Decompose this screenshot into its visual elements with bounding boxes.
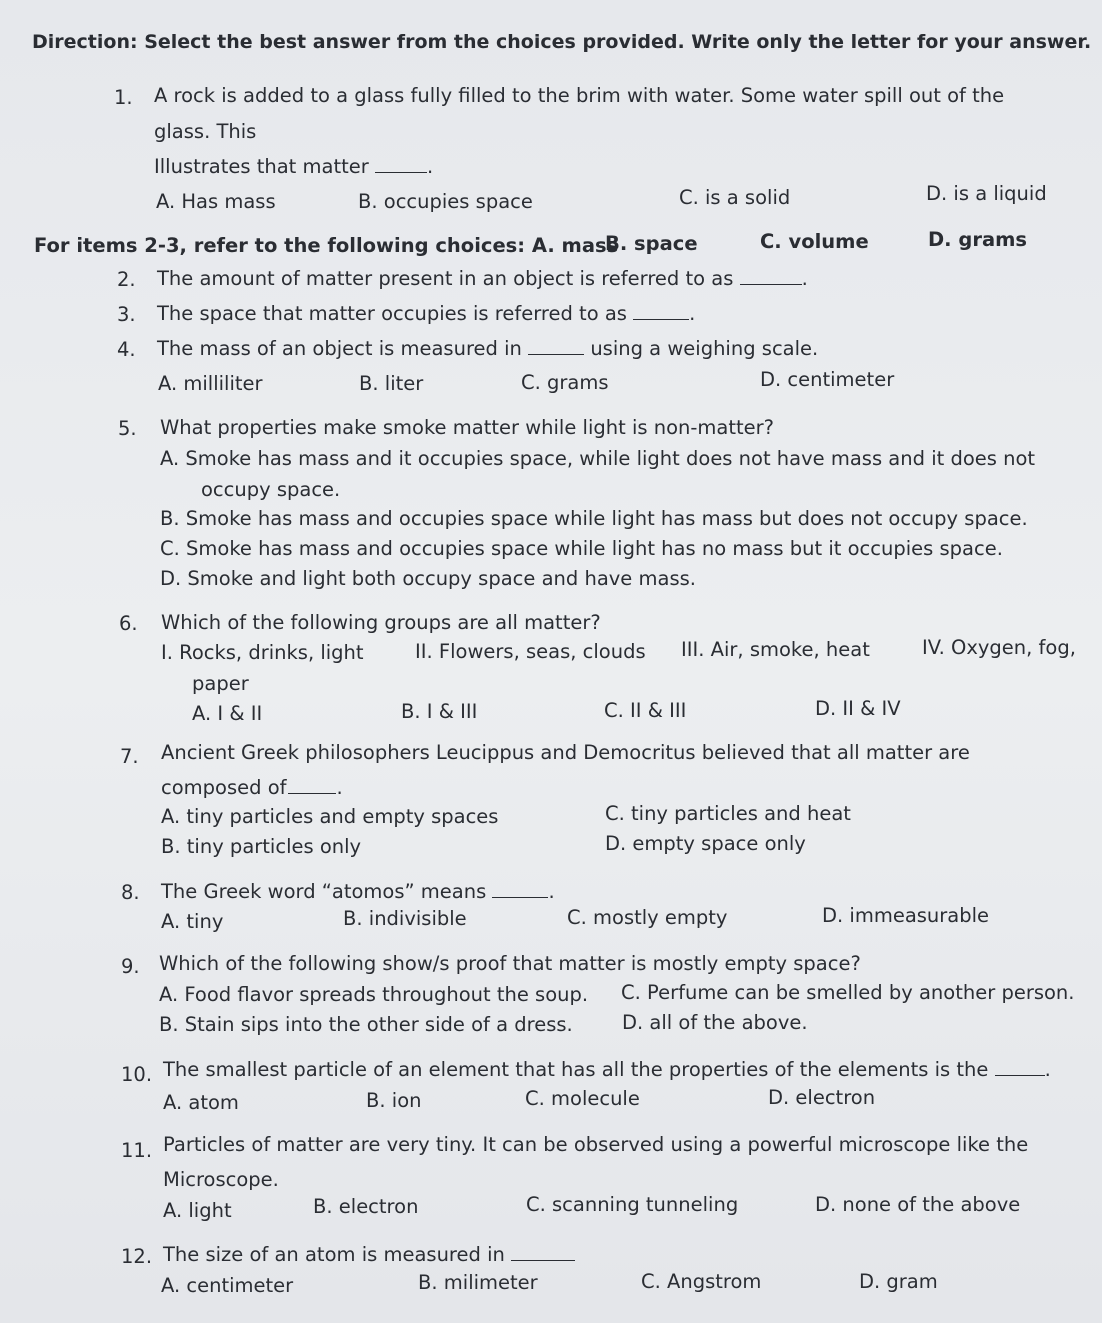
question-2-end: . xyxy=(801,267,808,290)
question-11-text: Particles of matter are very tiny. It can be observed using a powerful microscope like the xyxy=(163,1133,1029,1156)
question-12-text xyxy=(163,1242,575,1267)
question-7-choice-b: B. tiny particles only xyxy=(161,835,362,858)
question-11-text-2: Microscope. xyxy=(163,1168,279,1191)
question-6-choice-d: D. II & IV xyxy=(815,697,901,720)
question-4-after: using a weighing scale. xyxy=(590,337,819,360)
question-9-number: 9. xyxy=(121,955,140,978)
question-6-group-iv: IV. Oxygen, fog, xyxy=(922,636,1076,659)
question-4-choice-b: B. liter xyxy=(359,372,424,395)
question-1-text: A rock is added to a glass fully filled to the brim with water. Some water spill out of the xyxy=(154,84,1005,107)
question-4-number: 4. xyxy=(117,338,136,361)
question-12-stem: The size of an atom is measured in xyxy=(163,1243,505,1266)
items-2-3-lead: For items 2-3, refer to the following choices: A. mass xyxy=(34,234,619,257)
question-9-choice-c: C. Perfume can be smelled by another person. xyxy=(621,981,1075,1004)
question-8-number: 8. xyxy=(121,881,140,904)
question-6-group-ii: II. Flowers, seas, clouds xyxy=(415,640,646,663)
question-1-end: . xyxy=(426,155,434,178)
question-3-end: . xyxy=(689,302,696,325)
question-8-choice-c: C. mostly empty xyxy=(567,906,728,929)
question-7-end: . xyxy=(336,776,343,799)
question-6-group-i: I. Rocks, drinks, light xyxy=(161,641,364,664)
question-7-choice-a: A. tiny particles and empty spaces xyxy=(161,805,499,828)
question-7-text: Ancient Greek philosophers Leucippus and Democritus believed that all matter are xyxy=(161,741,970,764)
question-5-choice-b: B. Smoke has mass and occupies space while light has mass but does not occupy space. xyxy=(160,507,1028,530)
question-4-choice-c: C. grams xyxy=(521,371,609,394)
question-8-stem: The Greek word “atomos” means xyxy=(161,880,487,903)
question-12-choice-d: D. gram xyxy=(859,1270,938,1293)
question-10-text xyxy=(163,1057,1051,1082)
question-2-text xyxy=(157,266,808,291)
question-12-choice-c: C. Angstrom xyxy=(641,1270,762,1293)
question-11-choice-b: B. electron xyxy=(313,1195,419,1218)
question-6-group-iv-2: paper xyxy=(192,672,249,695)
question-6-choice-c: C. II & III xyxy=(604,699,687,722)
answer-blank xyxy=(375,154,427,173)
question-6-number: 6. xyxy=(119,612,138,635)
question-12-choice-b: B. milimeter xyxy=(418,1271,538,1294)
question-6-group-iii: III. Air, smoke, heat xyxy=(681,638,870,661)
question-9-choice-b: B. Stain sips into the other side of a dress. xyxy=(159,1013,573,1036)
question-8-choice-d: D. immeasurable xyxy=(822,904,990,927)
question-5-choice-a-2: occupy space. xyxy=(201,478,341,501)
question-1-choice-b: B. occupies space xyxy=(358,190,533,213)
question-3-text xyxy=(157,301,695,326)
items-2-3-choice-b: B. space xyxy=(605,232,698,255)
question-1-number: 1. xyxy=(114,86,133,109)
question-3-stem: The space that matter occupies is referred to as xyxy=(157,302,627,325)
question-2-number: 2. xyxy=(117,268,136,291)
question-6-choice-a: A. I & II xyxy=(192,702,263,725)
answer-blank xyxy=(511,1242,575,1261)
question-1-choice-a: A. Has mass xyxy=(156,190,276,213)
answer-blank xyxy=(528,336,584,355)
question-10-stem: The smallest particle of an element that has all the properties of the elements is the xyxy=(163,1058,989,1081)
question-5-choice-d: D. Smoke and light both occupy space and have mass. xyxy=(160,567,696,590)
question-5-choice-c: C. Smoke has mass and occupies space while light has no mass but it occupies space. xyxy=(160,537,1003,560)
question-1-choice-c: C. is a solid xyxy=(679,186,791,209)
question-5-choice-a: A. Smoke has mass and it occupies space, while light does not have mass and it does not xyxy=(160,447,1036,470)
question-7-stem: composed of xyxy=(161,776,287,799)
question-8-choice-a: A. tiny xyxy=(161,910,224,933)
question-1-text-2: glass. This xyxy=(154,120,257,143)
question-4-text xyxy=(157,336,818,361)
question-11-choice-a: A. light xyxy=(163,1199,232,1222)
answer-blank xyxy=(740,266,802,285)
question-9-text: Which of the following show/s proof that matter is mostly empty space? xyxy=(159,952,861,975)
question-10-choice-d: D. electron xyxy=(768,1086,876,1109)
question-8-end: . xyxy=(548,880,555,903)
answer-blank xyxy=(288,775,336,794)
question-7-choice-d: D. empty space only xyxy=(605,832,806,855)
question-11-choice-c: C. scanning tunneling xyxy=(526,1193,739,1216)
question-1-stem: Illustrates that matter xyxy=(154,155,369,178)
answer-blank xyxy=(633,301,689,320)
items-2-3-choice-d: D. grams xyxy=(928,228,1028,251)
answer-blank xyxy=(492,879,548,898)
question-7-text-2 xyxy=(161,775,343,800)
question-5-number: 5. xyxy=(118,417,137,440)
items-2-3-choice-c: C. volume xyxy=(760,230,869,253)
question-4-choice-a: A. milliliter xyxy=(158,372,263,395)
question-12-choice-a: A. centimeter xyxy=(161,1274,294,1297)
direction-text: Direction: Select the best answer from the choices provided. Write only the letter for your answer. xyxy=(32,31,1092,53)
question-6-text: Which of the following groups are all matter? xyxy=(161,611,601,634)
question-11-number: 11. xyxy=(121,1139,153,1162)
question-10-number: 10. xyxy=(121,1063,153,1086)
question-1-choice-d: D. is a liquid xyxy=(926,182,1047,205)
question-10-choice-b: B. ion xyxy=(366,1089,422,1112)
question-9-choice-d: D. all of the above. xyxy=(622,1011,808,1034)
question-7-number: 7. xyxy=(120,745,139,768)
question-12-number: 12. xyxy=(121,1245,153,1268)
question-5-text: What properties make smoke matter while light is non-matter? xyxy=(160,416,775,439)
question-10-end: . xyxy=(1044,1058,1051,1081)
question-11-choice-d: D. none of the above xyxy=(815,1193,1021,1216)
question-1-text-3 xyxy=(154,154,433,179)
question-9-choice-a: A. Food flavor spreads throughout the soup. xyxy=(159,983,589,1006)
question-4-choice-d: D. centimeter xyxy=(760,368,895,391)
question-7-choice-c: C. tiny particles and heat xyxy=(605,802,851,825)
question-2-stem: The amount of matter present in an object is referred to as xyxy=(157,267,734,290)
answer-blank xyxy=(995,1057,1045,1076)
question-6-choice-b: B. I & III xyxy=(401,700,478,723)
question-10-choice-a: A. atom xyxy=(163,1091,239,1114)
question-10-choice-c: C. molecule xyxy=(525,1087,640,1110)
question-4-stem: The mass of an object is measured in xyxy=(157,337,522,360)
question-8-text xyxy=(161,879,555,904)
question-3-number: 3. xyxy=(117,303,136,326)
question-8-choice-b: B. indivisible xyxy=(343,907,467,930)
